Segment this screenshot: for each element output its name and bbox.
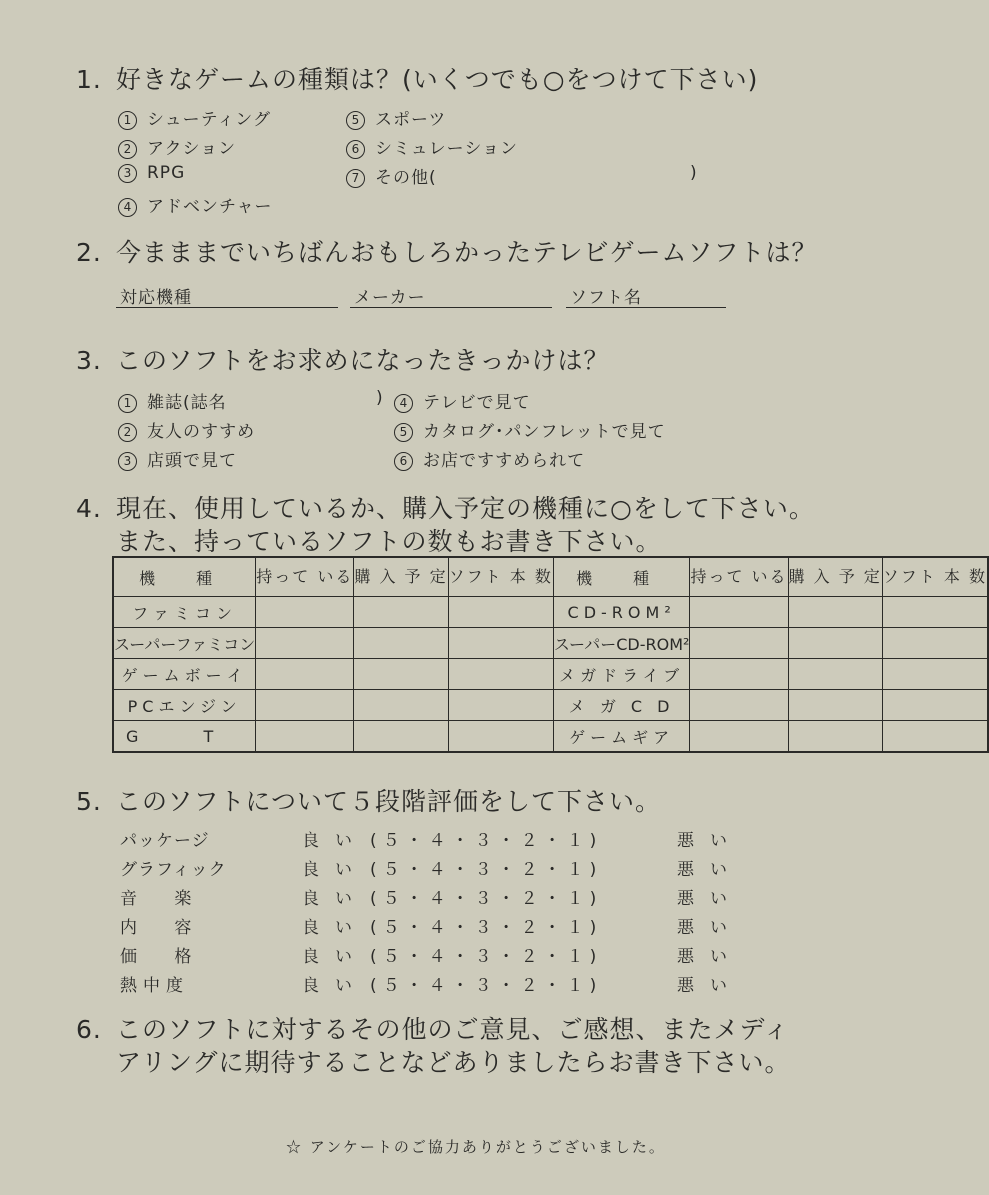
count-cell[interactable] (448, 628, 553, 659)
plan-cell[interactable] (788, 659, 882, 690)
machine-cell: G T (113, 721, 256, 753)
plan-cell[interactable] (354, 659, 448, 690)
have-cell[interactable] (256, 597, 354, 628)
table-header-row (113, 557, 988, 597)
q3-option-1-close: ) (376, 388, 384, 408)
q3-option-1[interactable]: 1 雑誌(誌名 (118, 388, 227, 413)
count-cell[interactable] (882, 659, 988, 690)
table-row (113, 721, 988, 753)
q3-option-3[interactable]: 3 店頭で見て (118, 446, 237, 471)
question-5: 5. このソフトについて５段階評価をして下さい。 (76, 787, 662, 816)
have-cell[interactable] (256, 690, 354, 721)
plan-cell[interactable] (788, 597, 882, 628)
count-cell[interactable] (882, 721, 988, 753)
table-row (113, 597, 988, 628)
plan-cell[interactable] (354, 628, 448, 659)
have-cell[interactable] (690, 628, 788, 659)
have-cell[interactable] (690, 597, 788, 628)
q1-option-6[interactable]: 6 シミュレーション (346, 134, 518, 159)
machine-cell: ゲームボーイ (113, 659, 256, 690)
question-4: 4. 現在、使用しているか、購入予定の機種に○をして下さい。 (76, 494, 815, 523)
q3-option-5[interactable]: 5 カタログ･パンフレットで見て (394, 417, 666, 442)
q1-option-7[interactable]: 7 その他( (346, 163, 437, 188)
count-cell[interactable] (448, 690, 553, 721)
q1-option-1[interactable]: 1 シューティング (118, 105, 271, 130)
table-row (113, 690, 988, 721)
q3-option-2[interactable]: 2 友人のすすめ (118, 417, 255, 442)
have-cell[interactable] (690, 690, 788, 721)
count-cell[interactable] (448, 721, 553, 753)
question-3: 3. このソフトをお求めになったきっかけは？ (76, 346, 610, 375)
plan-cell[interactable] (788, 690, 882, 721)
machine-cell: ゲームギア (553, 721, 690, 753)
plan-cell[interactable] (788, 628, 882, 659)
count-cell[interactable] (882, 690, 988, 721)
machine-cell: スーパーCD-ROM² (553, 628, 690, 659)
count-cell[interactable] (448, 597, 553, 628)
count-cell[interactable] (882, 628, 988, 659)
question-2: 2. 今まままでいちばんおもしろかったテレビゲームソフトは？ (76, 238, 818, 267)
q1-option-7-close: ) (690, 163, 698, 183)
q3-option-4[interactable]: 4 テレビで見て (394, 388, 531, 413)
console-field[interactable]: 対応機種 (116, 283, 338, 308)
header-plan-right: 購 入 予 定 (788, 557, 882, 597)
have-cell[interactable] (690, 721, 788, 753)
header-have-right: 持って いる (690, 557, 788, 597)
header-machine-right: 機 種 (553, 557, 690, 597)
machine-cell: ファミコン (113, 597, 256, 628)
machine-cell: PCエンジン (113, 690, 256, 721)
q3-option-6[interactable]: 6 お店ですすめられて (394, 446, 585, 471)
header-count-right: ソフト 本 数 (882, 557, 988, 597)
table-row (113, 628, 988, 659)
header-machine-left: 機 種 (113, 557, 256, 597)
header-have-left: 持って いる (256, 557, 354, 597)
have-cell[interactable] (256, 659, 354, 690)
software-name-field[interactable]: ソフト名 (566, 283, 726, 308)
plan-cell[interactable] (354, 690, 448, 721)
question-1: 1. 好きなゲームの種類は？(いくつでも○をつけて下さい) (76, 65, 759, 94)
question-6: 6. このソフトに対するその他のご意見、ご感想、またメディ (76, 1015, 790, 1044)
q1-option-2[interactable]: 2 アクション (118, 134, 236, 159)
plan-cell[interactable] (354, 597, 448, 628)
plan-cell[interactable] (788, 721, 882, 753)
thanks-note: ☆ アンケートのご協力ありがとうございました。 (286, 1138, 666, 1156)
count-cell[interactable] (882, 597, 988, 628)
header-count-left: ソフト 本 数 (448, 557, 553, 597)
question-4-line-2: また、持っているソフトの数もお書き下さい。 (116, 527, 662, 556)
have-cell[interactable] (690, 659, 788, 690)
q1-option-3[interactable]: 3 RPG (118, 163, 185, 183)
machine-cell: メガドライブ (553, 659, 690, 690)
question-6-line-2: アリングに期待することなどありましたらお書き下さい。 (116, 1048, 791, 1077)
have-cell[interactable] (256, 628, 354, 659)
q1-option-5[interactable]: 5 スポーツ (346, 105, 446, 130)
have-cell[interactable] (256, 721, 354, 753)
table-row (113, 659, 988, 690)
count-cell[interactable] (448, 659, 553, 690)
machine-cell: スーパーファミコン (113, 628, 256, 659)
console-table (112, 556, 989, 753)
maker-field[interactable]: メーカー (350, 283, 552, 308)
header-plan-left: 購 入 予 定 (354, 557, 448, 597)
machine-cell: CD-ROM² (553, 597, 690, 628)
machine-cell: メ ガ C D (553, 690, 690, 721)
q1-option-4[interactable]: 4 アドベンチャー (118, 192, 273, 217)
plan-cell[interactable] (354, 721, 448, 753)
